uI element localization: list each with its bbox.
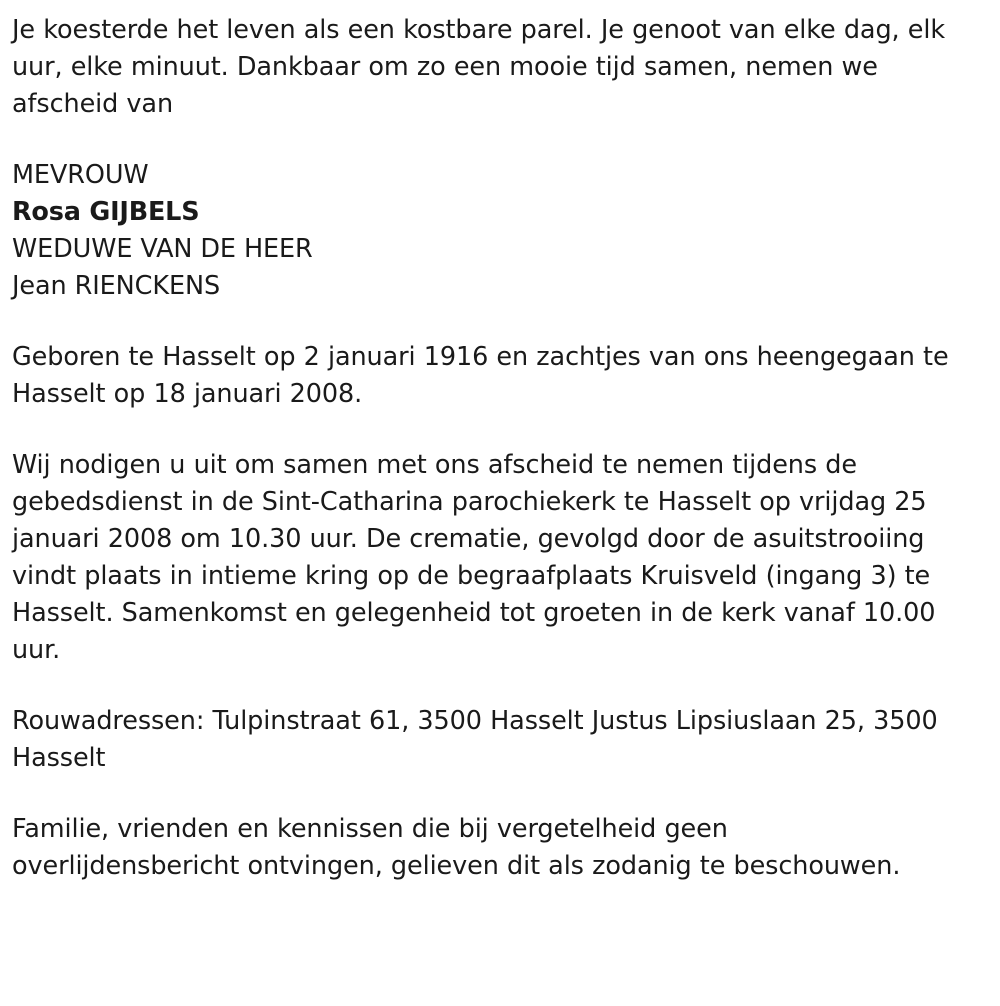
notice-block	[12, 811, 976, 885]
deceased-name: Rosa GIJBELS	[12, 197, 200, 227]
deceased-title: MEVROUW	[12, 160, 149, 190]
spouse-name: Jean RIENCKENS	[12, 271, 221, 301]
life-dates-paragraph: Geboren te Hasselt op 2 januari 1916 en zachtjes van ons heengegaan te Hasselt op 18 januari 2008.	[12, 342, 949, 409]
deceased-identity-block	[12, 157, 976, 305]
intro-block	[12, 12, 976, 123]
invitation-paragraph: Wij nodigen u uit om samen met ons afscheid te nemen tijdens de gebedsdienst in de Sint-Catharina parochiekerk te Hasselt op vrijdag 25 januari 2008 om 10.30 uur. De crematie, gevolgd door de asuitstrooiing vindt plaats in intieme kring op de begraafplaats Kruisveld (ingang 3) te Hasselt. Samenkomst en gelegenheid tot groeten in de kerk vanaf 10.00 uur.	[12, 450, 936, 665]
notice-paragraph: Familie, vrienden en kennissen die bij vergetelheid geen overlijdensbericht ontvingen, gelieven dit als zodanig te beschouwen.	[12, 814, 901, 881]
deceased-relation-label: WEDUWE VAN DE HEER	[12, 234, 313, 264]
addresses-paragraph: Rouwadressen: Tulpinstraat 61, 3500 Hasselt Justus Lipsiuslaan 25, 3500 Hasselt	[12, 706, 938, 773]
addresses-block	[12, 703, 976, 777]
intro-paragraph: Je koesterde het leven als een kostbare parel. Je genoot van elke dag, elk uur, elke minuut. Dankbaar om zo een mooie tijd samen, nemen we afscheid van	[12, 15, 945, 119]
life-dates-block	[12, 339, 976, 413]
invitation-block	[12, 447, 976, 669]
